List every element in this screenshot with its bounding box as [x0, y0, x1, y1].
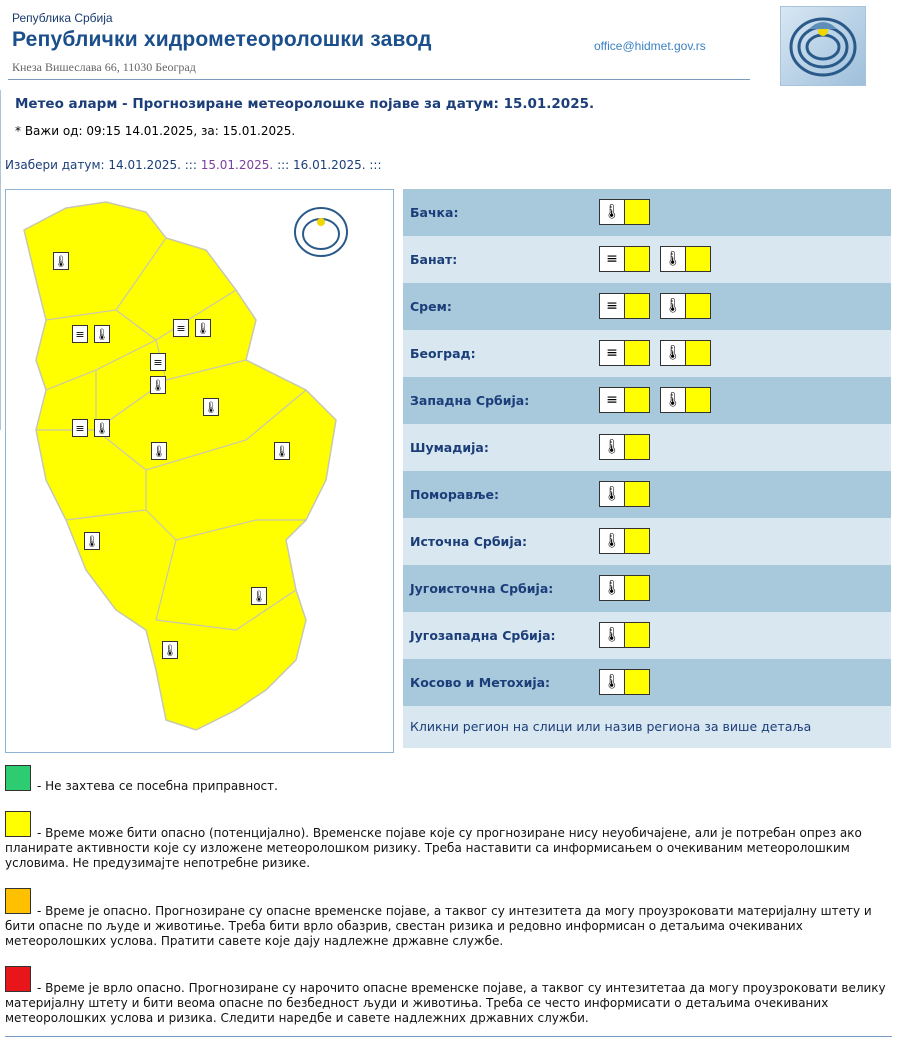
date-link-1[interactable]: 15.01.2025. [200, 158, 274, 172]
warning-level-yellow [624, 528, 650, 554]
date-selector [5, 158, 382, 172]
warning-badge[interactable] [599, 669, 650, 695]
region-row[interactable] [403, 518, 891, 565]
warning-badge[interactable] [599, 246, 650, 272]
thermometer-icon: 🌡 [53, 252, 69, 270]
date-separator: ::: [184, 158, 201, 172]
warning-badge[interactable] [660, 246, 711, 272]
warning-level-yellow [624, 293, 650, 319]
warning-level-yellow [685, 293, 711, 319]
alarm-title: Метео аларм - Прогнозиране метеоролошке појаве за датум: 15.01.2025. [15, 96, 595, 112]
region-warnings [599, 669, 650, 695]
date-separator: ::: [277, 158, 294, 172]
thermometer-icon: 🌡 [162, 641, 178, 659]
wind-icon: ≡ [173, 319, 189, 337]
legend-green-box [5, 765, 31, 791]
region-name-link[interactable]: Банат: [410, 252, 458, 267]
region-row[interactable] [403, 330, 891, 377]
warning-level-yellow [685, 387, 711, 413]
thermometer-icon: 🌡 [150, 376, 166, 394]
wind-icon: ≡ [599, 246, 625, 272]
region-name-link[interactable]: Београд: [410, 346, 476, 361]
wind-icon: ≡ [72, 419, 88, 437]
thermometer-icon: 🌡 [599, 622, 625, 648]
serbia-map[interactable] [5, 189, 394, 753]
warning-level-yellow [624, 199, 650, 225]
warning-badge[interactable] [599, 528, 650, 554]
region-name-link[interactable]: Шумадија: [410, 440, 489, 455]
region-row[interactable] [403, 424, 891, 471]
map-logo [295, 208, 347, 256]
validity-text: * Важи од: 09:15 14.01.2025, за: 15.01.2025. [15, 124, 296, 138]
date-selector-label: Изабери датум: [5, 158, 109, 172]
legend-orange-text: - Време је опасно. Прогнозиране су опасне временске појаве, а таквог су интезитета да могу проузроковати материјалну штету и бити опасне по људе и животиње. Треба бити врло обазрив, свестан ризика и редовно информисан о детаљима очекиваних метеоролошких услова. Пратити савете које дају надлежне државне службе. [5, 904, 872, 948]
date-link-2[interactable]: 16.01.2025. [293, 158, 366, 172]
region-row[interactable] [403, 612, 891, 659]
warning-level-yellow [624, 622, 650, 648]
warning-badge[interactable] [599, 434, 650, 460]
thermometer-icon: 🌡 [599, 434, 625, 460]
institute-title: Републички хидрометеоролошки завод [12, 28, 432, 51]
warning-badge[interactable] [599, 340, 650, 366]
thermometer-icon: 🌡 [660, 340, 686, 366]
warning-level-yellow [624, 669, 650, 695]
thermometer-icon: 🌡 [274, 442, 290, 460]
warning-level-yellow [624, 340, 650, 366]
thermometer-icon: 🌡 [660, 293, 686, 319]
region-name-link[interactable]: Косово и Метохија: [410, 675, 551, 690]
thermometer-icon: 🌡 [251, 587, 267, 605]
thermometer-icon: 🌡 [151, 442, 167, 460]
thermometer-icon: 🌡 [203, 398, 219, 416]
region-warnings [599, 575, 650, 601]
date-separator: ::: [369, 158, 382, 172]
warning-badge[interactable] [660, 340, 711, 366]
region-row[interactable] [403, 659, 891, 706]
warning-level-yellow [624, 481, 650, 507]
page-edge [0, 90, 3, 430]
thermometer-icon: 🌡 [599, 528, 625, 554]
warning-badge[interactable] [599, 293, 650, 319]
warning-badge[interactable] [599, 622, 650, 648]
region-row[interactable] [403, 236, 891, 283]
address: Кнеза Вишеслава 66, 11030 Београд [12, 60, 196, 74]
thermometer-icon: 🌡 [94, 419, 110, 437]
republic-label: Република Србија [12, 11, 113, 25]
thermometer-icon: 🌡 [84, 532, 100, 550]
warning-level-yellow [624, 434, 650, 460]
region-warnings [599, 340, 711, 366]
thermometer-icon: 🌡 [599, 481, 625, 507]
thermometer-icon: 🌡 [94, 325, 110, 343]
region-warnings [599, 528, 650, 554]
region-warnings [599, 481, 650, 507]
warning-badge[interactable] [660, 293, 711, 319]
footer-divider [5, 1036, 892, 1037]
region-name-link[interactable]: Срем: [410, 299, 452, 314]
thermometer-icon: 🌡 [660, 246, 686, 272]
legend-yellow-text: - Време може бити опасно (потенцијално). Временске појаве које су прогнозиране нису неуобичајене, али је потребан опрез ако планирате активности које су изложене метеоролошком ризику. Треба наставити са информисањем о очекиваним метеоролошким условима. Не предузимајте непотребне ризике. [5, 826, 862, 870]
region-name-link[interactable]: Југоисточна Србија: [410, 581, 554, 596]
region-name-link[interactable]: Западна Србија: [410, 393, 530, 408]
region-row[interactable] [403, 377, 891, 424]
warning-badge[interactable] [599, 575, 650, 601]
warning-level-yellow [624, 387, 650, 413]
region-row[interactable] [403, 471, 891, 518]
warning-badge[interactable] [599, 387, 650, 413]
wind-icon: ≡ [599, 340, 625, 366]
region-row[interactable] [403, 565, 891, 612]
wind-icon: ≡ [72, 325, 88, 343]
region-warnings [599, 293, 711, 319]
thermometer-icon: 🌡 [195, 319, 211, 337]
region-hint: Кликни регион на слици или назив региона за више детаља [403, 706, 891, 748]
region-warnings [599, 434, 650, 460]
region-name-link[interactable]: Југозападна Србија: [410, 628, 556, 643]
thermometer-icon: 🌡 [599, 669, 625, 695]
wind-icon: ≡ [599, 387, 625, 413]
region-warnings [599, 199, 650, 225]
region-name-link[interactable]: Бачка: [410, 205, 459, 220]
thermometer-icon: 🌡 [660, 387, 686, 413]
warning-level-yellow [624, 246, 650, 272]
region-warnings [599, 387, 711, 413]
region-name-link[interactable]: Поморавље: [410, 487, 500, 502]
legend-green-text: - Не захтева се посебна приправност. [37, 779, 278, 793]
warning-level-yellow [685, 340, 711, 366]
warning-badge[interactable] [599, 481, 650, 507]
region-row[interactable] [403, 189, 891, 236]
thermometer-icon: 🌡 [599, 199, 625, 225]
thermometer-icon: 🌡 [599, 575, 625, 601]
region-name-link[interactable]: Источна Србија: [410, 534, 528, 549]
region-table [403, 189, 891, 748]
email-link[interactable]: office@hidmet.gov.rs [594, 39, 706, 53]
warning-level-yellow [624, 575, 650, 601]
region-row[interactable] [403, 283, 891, 330]
serbia-region-shape [24, 202, 336, 730]
legend-red-text: - Време је врло опасно. Прогнозиране су нарочито опасне временске појаве, а таквог су интезитетаа да могу проузроковати велику материјалну штету и бити веома опасне по безбедност људи и животиња. Треба се често информисати о детаљима очекиваних метеоролошких услова и ризика. Следити наредбе и савете надлежних државних служби. [5, 981, 886, 1025]
wind-icon: ≡ [599, 293, 625, 319]
header-divider [8, 79, 750, 80]
region-warnings [599, 246, 711, 272]
warning-badge[interactable] [660, 387, 711, 413]
date-link-0[interactable]: 14.01.2025. [108, 158, 181, 172]
warning-badge[interactable] [599, 199, 650, 225]
wind-icon: ≡ [150, 353, 166, 371]
rhmz-logo[interactable] [780, 6, 866, 86]
region-warnings [599, 622, 650, 648]
warning-level-yellow [685, 246, 711, 272]
